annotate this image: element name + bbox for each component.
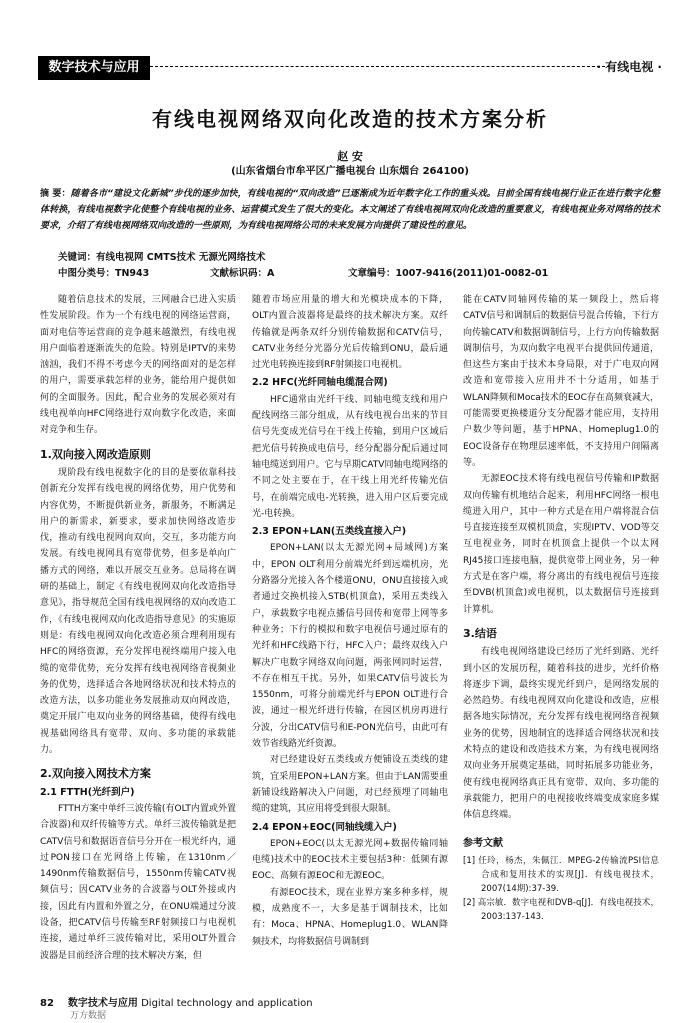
paragraph: 随着市场应用量的增大和光模块成本的下降，OLT内置合波器将是最终的技术解决方案。双纤传输就是两条双纤分别传输数据和CATV信号，CATV业务经分光器分光后传输到ONU，最后通过光电转换连接到RF射频接口电视机。 bbox=[252, 295, 448, 371]
reference-item: [2] 高宗敏．数字电视和DVB-q[J]．有线电视技术，2003:137-143. bbox=[463, 897, 659, 922]
paragraph: 无源EOC技术将有线电视信号传输和IP数据双向传输有机地结合起来，利用HFC网络一根电缆进入用户，其中一种方式是在用户端将混合信号直接连接至双模机顶盒，实现IPTV、VOD等交互电视业务，同时在机顶盒上提供一个以太网RJ45接口连接电脑，提供宽带上网业务，另一种方式是在客户端，将分离出的有线电视信号连接至DVB(机顶盒)或电视机，以太数据信号连接到计算机。 bbox=[463, 474, 659, 615]
abstract bbox=[40, 186, 660, 234]
clc-number: 中图分类号：TN943 bbox=[58, 268, 150, 279]
footer-section: 数字技术与应用 bbox=[67, 998, 138, 1009]
column-1 bbox=[40, 292, 236, 964]
author: 赵 安 bbox=[337, 150, 363, 163]
article-title: 有线电视网络双向化改造的技术方案分析 bbox=[152, 107, 548, 131]
keywords: 关键词：有线电视网 CMTS技术 无源光网络技术 bbox=[58, 252, 266, 263]
abstract-label: 摘 要： bbox=[40, 189, 71, 199]
article-number: 文章编号：1007-9416(2011)01-0082-01 bbox=[348, 268, 549, 279]
section-heading: 2.双向接入网技术方案 bbox=[40, 767, 151, 781]
meta-row bbox=[58, 265, 660, 279]
affiliation: (山东省烟台市牟平区广播电视台 山东烟台 264100) bbox=[231, 166, 469, 177]
page-number: 82 bbox=[40, 998, 54, 1009]
paragraph: HFC通常由光纤干线、同轴电缆支线和用户配线网络三部分组成，从有线电视台出来的节目信号先变成光信号在干线上传输，到用户区域后把光信号转换成电信号，经分配器分配后通过同轴电缆送到用户。它与早期CATV同轴电缆网络的不同之处主要在于，在干线上用光纤传输光信号，在前端完成电-光转换，进入用户区后要完成光-电转换。 bbox=[252, 394, 448, 519]
abstract-text: 随着各市“建设文化新城”步伐的逐步加快，有线电视的“双向改造”已逐渐成为近年数字化工作的重头戏。目前全国有线电视行业正在进行数字化整体转换，有线电视数字化使整个有线电视的业务、运营模式发生了很大的变化。本文阐述了有线电视网双向化改造的重要意义，有线电视业务对网络的技术要求，介绍了有线电视网络双向改造的一些原则，为有线电视网络公司的未来发展方向提供了建设性的意见。 bbox=[40, 189, 660, 231]
subsection-heading: 2.3 EPON+LAN(五类线直接入户) bbox=[252, 526, 407, 538]
column-2 bbox=[252, 292, 448, 950]
paragraph: FTTH方案中单纤三波传输(有OLT内置或外置合波器)和双纤传输等方式。单纤三波传输就是把CATV信号和数据语音信号分开在一根光纤内，通过PON接口在光网络上传输，在1310nm／1490nm传输数据信号，1550nm传输CATV视频信号；因CATV业务的合波器与OLT外接或内接，因此有内置和外置之分，在ONU端通过分波设备，把CATV信号传输至RF射频接口与电视机连接，通过单纤三波传输对比，采用OLT外置合波器是目前经济合理的技术解决方案，但 bbox=[40, 803, 236, 961]
paragraph: 现阶段有线电视数字化的目的是要依靠科技创新充分发挥有线电视的网络优势，用户优势和内容优势，不断提供新业务，新服务，不断满足用户的新需求，新要求，要求加快网络改造步伐，推动有线电视网向双向，交互，多功能方向发展。有线电视网具有宽带优势，但多是单向广播方式的网络，难以开展交互业务。总局将在调研的基础上，制定《有线电视网双向化改造指导意见》，指导规范全国有线电视网络的双向改造工作，《有线电视网双向化改造指导意见》的实施原则是：有线电视网双向化改造必须合理利用现有HFC的网络资源，充分发挥电视终端用户接入电缆的宽带优势，充分发挥有线电视网络音视频业务的优势，选择适合各地网络状况和技术特点的改造方法，以多功能业务发展推动双向网改造，奠定开展广电双向业务的网络基础，使得有线电视基础网络具有宽带、双向、多功能的承载能力。 bbox=[40, 467, 236, 756]
reference-item: [1] 任玲，杨杰，朱佩江．MPEG-2传输流PSI信息合成和复用技术的实现[J]．有线电视技术，2007(14期):37-39. bbox=[463, 855, 659, 894]
references-heading: 参考文献 bbox=[463, 837, 503, 849]
section-heading: 1.双向接入网改造原则 bbox=[40, 447, 151, 461]
column-3 bbox=[463, 292, 659, 924]
watermark: 万方数据 bbox=[70, 1011, 107, 1021]
footer-english-title: Digital technology and application bbox=[141, 998, 313, 1009]
section-label: 数字技术与应用 bbox=[38, 56, 150, 80]
journal-name: · 有线电视 · bbox=[596, 60, 662, 74]
paragraph: EPON+EOC(以太无源光网+数据传输同轴电缆)技术中的EOC技术主要包括3种：低频有源EOC、高频有源EOC和无源EOC。 bbox=[252, 838, 448, 882]
page-footer bbox=[40, 994, 313, 1009]
subsection-heading: 2.4 EPON+EOC(同轴线缆入户) bbox=[252, 821, 397, 833]
header-divider bbox=[150, 66, 610, 67]
paragraph: 有线电视网络建设已经历了光纤到路、光纤到小区的发展历程，随着科技的进步，光纤价格将逐步下调，最终实现光纤到户，是网络发展的必然趋势。有线电视网双向化建设和改造，应根据各地实际情况，充分发挥有线电视网络音视频业务的优势，因地制宜的选择适合网络状况和技术特点的建设和改造技术方案，为有线电视网络双向业务开展奠定基础，同时拓展多功能业务，使有线电视网络真正具有宽带、双向、多功能的承载能力，把用户的电视接收终端变成家庭多媒体信息终端。 bbox=[463, 647, 659, 821]
paragraph: 能在CATV同轴网传输的某一频段上，然后将CATV信号和调制后的数据信号混合传输，下行方向传输CATV和数据调制信号，上行方向传输数据调制信号，为双向数字电视平台提供回传通道，但这些方案由于技术本身局限，对于广电双向网改造和宽带接入应用并不十分适用，如基于WLAN降频和Moca技术的EOC存在高频衰减大，可能需要更换楼道分支分配器才能应用，支持用户数少等问题，基于HPNA、Homeplug1.0的EOC设备存在物理层速率低，不支持用户间隔离等。 bbox=[463, 295, 659, 468]
subsection-heading: 2.2 HFC(光纤同轴电缆混合网) bbox=[252, 377, 388, 389]
paragraph: 对已经建设好五类线或方便铺设五类线的建筑，宜采用EPON+LAN方案。但由于LAN需要重新铺设线路解决入户问题，对已经预埋了同轴电缆的建筑，其应用将受到很大限制。 bbox=[252, 755, 448, 815]
section-heading: 3.结语 bbox=[463, 626, 497, 640]
intro-paragraph: 随着信息技术的发展，三网融合已进入实质性发展阶段。作为一个有线电视的网络运营商，面对电信等运营商的竞争越来越激烈，有线电视用户面临着逐渐流失的危险。特别是IPTV的来势汹汹，我们不得不考虑今天的网络面对的是怎样的用户，需要承载怎样的业务，能给用户提供如何的全面服务。因此，配合业务的发展必须对有线电视单向HFC网络进行双向数字化改造，来面对竞争和生存。 bbox=[40, 295, 236, 436]
document-code: 文献标识码：A bbox=[210, 268, 275, 279]
subsection-heading: 2.1 FTTH(光纤到户) bbox=[40, 786, 135, 798]
paragraph: 有源EOC技术，现在业界方案多种多样，规模，成熟度不一，大多是基于调制技术，比如有：Moca、HPNA、Homeplug1.0、WLAN降频技术，均将数据信号调制到 bbox=[252, 887, 448, 947]
paragraph: EPON+LAN(以太无源光网+局域网)方案中，EPON OLT利用分前端光纤到远端机房，光分路器分光接入各个楼道ONU，ONU直接接入或者通过交换机接入STB(机顶盒)，采用五类线入户，承载数字电视点播信号回传和宽带上网等多种业务；下行的模拟和数字电视信号通过原有的光纤和HFC线路下行，HFC入户；最终双线入户解决广电数字网络双向问题，两张网同时运营，不存在相互干扰。另外，如果CATV信号波长为1550nm，可将分前端光纤与EPON OLT进行合波，通过一根光纤进行传输，在园区机房再进行分波，分出CATV信号和E-PON光信号，由此可有效节省线路光纤资源。 bbox=[252, 543, 448, 750]
